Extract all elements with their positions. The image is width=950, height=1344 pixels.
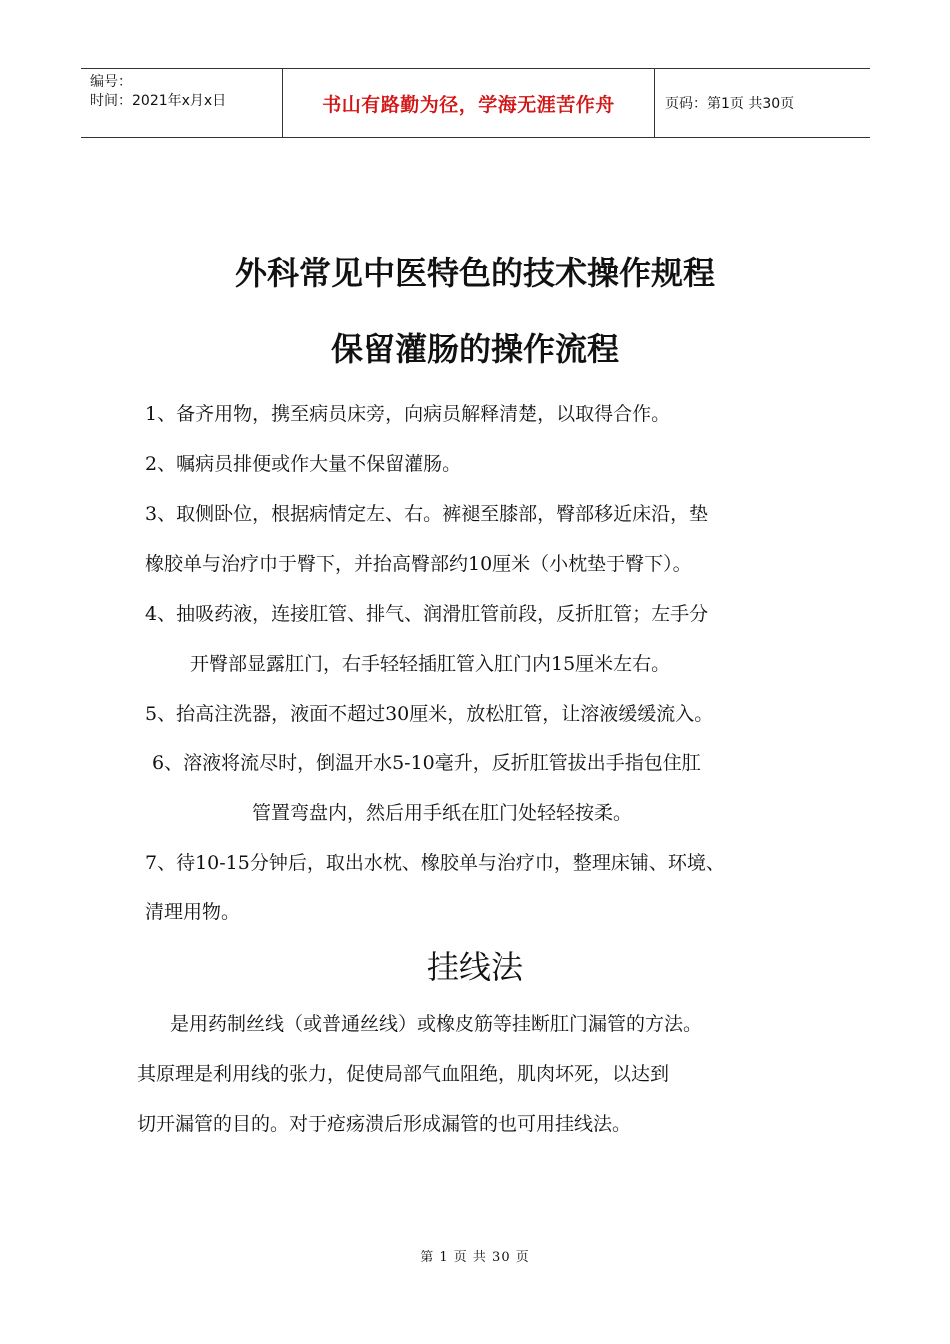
document-title: 外科常见中医特色的技术操作规程 (234, 254, 715, 292)
step-line: 3、取侧卧位，根据病情定左、右。裤褪至膝部，臀部移近床沿，垫 (145, 503, 709, 525)
step-line: 5、抬高注洗器，液面不超过30厘米，放松肛管，让溶液缓缓流入。 (145, 703, 714, 725)
step-line: 开臀部显露肛门，右手轻轻插肛管入肛门内15厘米左右。 (190, 653, 671, 675)
step-line: 4、抽吸药液，连接肛管、排气、润滑肛管前段，反折肛管；左手分 (145, 603, 709, 625)
header-page-cell (655, 69, 870, 137)
header-motto-cell (282, 69, 655, 137)
paragraph-line: 切开漏管的目的。对于疮疡溃后形成漏管的也可用挂线法。 (137, 1113, 632, 1135)
step-line: 管置弯盘内，然后用手纸在肛门处轻轻按柔。 (252, 802, 633, 824)
step-line: 清理用物。 (145, 901, 241, 923)
header-motto: 书山有路勤为径，学海无涯苦作舟 (322, 93, 615, 116)
step-line: 7、待10-15分钟后，取出水枕、橡胶单与治疗巾，整理床铺、环境、 (145, 852, 725, 874)
paragraph-line: 是用药制丝线（或普通丝线）或橡皮筋等挂断肛门漏管的方法。 (170, 1013, 703, 1035)
document-subtitle: 保留灌肠的操作流程 (330, 330, 619, 368)
page-footer: 第 1 页 共 30 页 (420, 1250, 530, 1265)
step-line: 橡胶单与治疗巾于臀下，并抬高臀部约10厘米（小枕垫于臀下）。 (145, 553, 692, 575)
document-date: 时间：2021年x月x日 (90, 93, 227, 109)
paragraph-line: 其原理是利用线的张力，促使局部气血阻绝，肌肉坏死，以达到 (137, 1063, 670, 1085)
header-page-code: 页码：第1页 共30页 (665, 96, 795, 112)
section-title: 挂线法 (426, 948, 523, 986)
page-header (81, 68, 870, 138)
step-line: 6、溶液将流尽时，倒温开水5-10毫升，反折肛管拔出手指包住肛 (152, 752, 701, 774)
step-line: 1、备齐用物，携至病员床旁，向病员解释清楚，以取得合作。 (145, 403, 671, 425)
step-line: 2、嘱病员排便或作大量不保留灌肠。 (145, 453, 462, 475)
header-left-cell (81, 69, 282, 137)
document-number-label: 编号： (90, 74, 132, 90)
